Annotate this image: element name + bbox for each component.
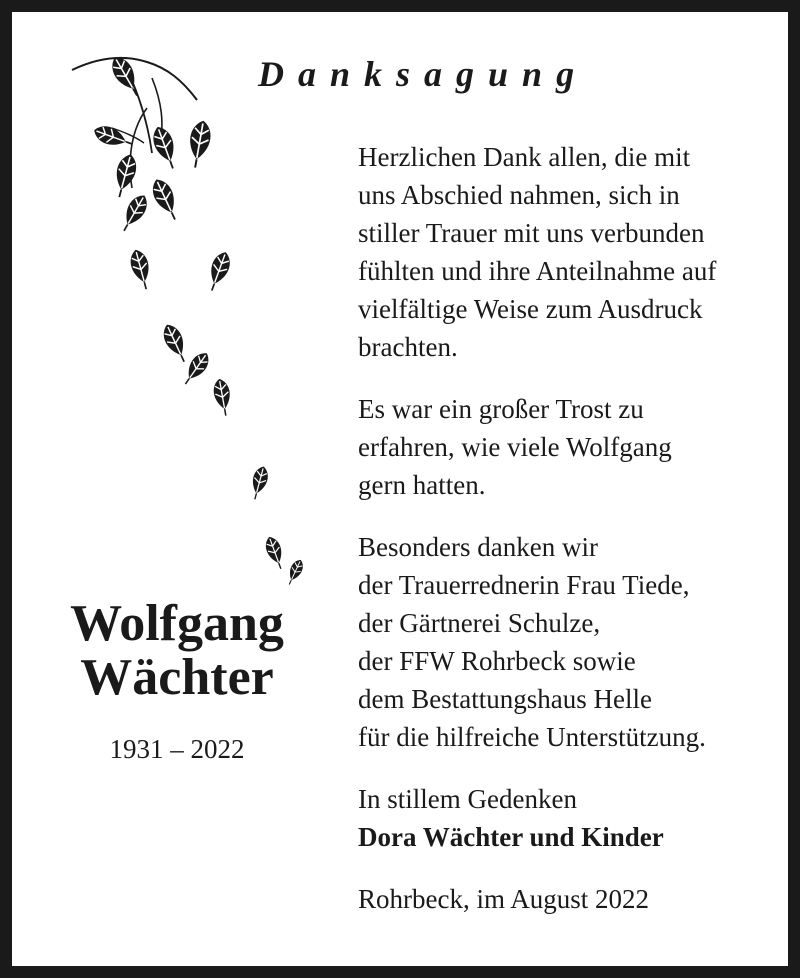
text-line: Besonders danken wir [358, 532, 598, 562]
closing-block [358, 780, 798, 856]
text-line: stiller Trauer mit uns verbunden [358, 218, 705, 248]
deceased-name [32, 597, 322, 705]
text-line: der Gärtnerei Schulze, [358, 608, 601, 638]
text-line: dem Bestattungshaus Helle [358, 684, 652, 714]
text-line: erfahren, wie viele Wolfgang [358, 432, 672, 462]
text-line: der FFW Rohrbeck sowie [358, 646, 636, 676]
text-line: Herzlichen Dank allen, die mit [358, 142, 691, 172]
thanks-paragraph [358, 138, 798, 366]
heading-danksagung: Danksagung [258, 54, 589, 94]
message-body [358, 138, 798, 942]
text-line: fühlten und ihre Anteilnahme auf [358, 256, 717, 286]
text-line: brachten. [358, 332, 458, 362]
text-line: der Trauerrednerin Frau Tiede, [358, 570, 690, 600]
text-line: gern hatten. [358, 470, 486, 500]
deceased-first-name: Wolfgang [70, 595, 284, 652]
falling-leaves-icon [52, 48, 322, 588]
special-thanks-paragraph [358, 528, 798, 756]
text-line: Es war ein großer Trost zu [358, 394, 644, 424]
text-line: vielfältige Weise zum Ausdruck [358, 294, 703, 324]
family-signature: Dora Wächter und Kinder [358, 822, 664, 852]
closing-phrase: In stillem Gedenken [358, 784, 577, 814]
text-line: uns Abschied nahmen, sich in [358, 180, 680, 210]
life-years: 1931 – 2022 [109, 734, 245, 764]
comfort-paragraph [358, 390, 798, 504]
deceased-last-name: Wächter [80, 649, 274, 706]
place-date: Rohrbeck, im August 2022 [358, 884, 649, 914]
text-line: für die hilfreiche Unterstützung. [358, 722, 706, 752]
